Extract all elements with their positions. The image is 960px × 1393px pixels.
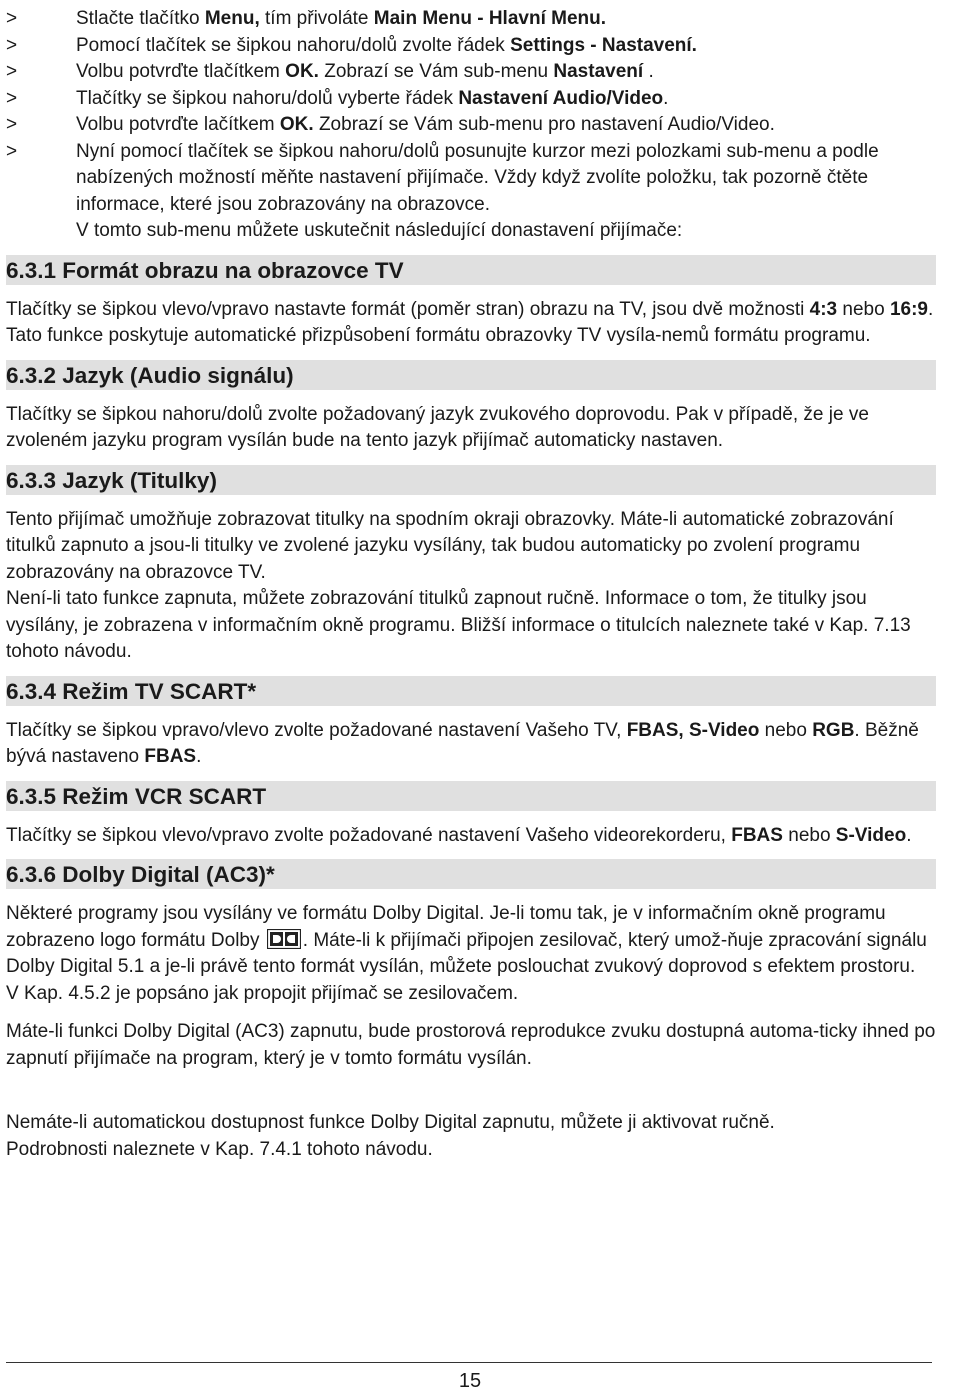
section-number: 6.3.4 — [6, 678, 57, 704]
section-number: 6.3.1 — [6, 257, 57, 283]
text-run: Zobrazí se Vám sub-menu pro nastavení Audio/Video. — [313, 114, 775, 135]
instruction-item — [6, 112, 936, 139]
bold-text: FBAS — [144, 746, 197, 767]
text-run: . Máte-li k přijímači připojen zesilovač, který umož-ňuje zpracování signálu Dolby Digital 5.1 a je-li právě tento formát vysílán, můžete poslouchat zvukový doprovod s efektem prostoru. — [6, 929, 927, 977]
text-run: Zobrazí se Vám sub-menu — [318, 61, 554, 82]
bold-text: RGB — [812, 719, 855, 741]
text-run: tím přivoláte — [259, 8, 374, 29]
text-run: Některé programy jsou vysílány ve formátu Dolby Digital. Je-li tomu tak, je v informačním okně programu zobrazeno logo formátu Dolby — [6, 903, 886, 951]
section-number: 6.3.5 — [6, 783, 57, 809]
bold-text: Menu, — [204, 8, 260, 29]
bold-text: Settings - Nastavení. — [510, 34, 697, 56]
text-run: Pomocí tlačítek se šipkou nahoru/dolů zvolte řádek — [76, 34, 511, 56]
section-heading — [6, 360, 936, 390]
text-run: . Běžně bývá nastaveno — [6, 719, 919, 767]
text-run: V tomto sub-menu můžete uskutečnit následující donastavení přijímače: — [76, 220, 683, 241]
text-run: . Tato funkce poskytuje automatické přizpůsobení formátu obrazovky TV vysíla-nemů formátu programu. — [6, 298, 934, 346]
section-number: 6.3.3 — [6, 467, 57, 493]
bold-text: OK. — [279, 114, 314, 135]
text-run: Tlačítky se šipkou vlevo/vpravo nastavte formát (poměr stran) obrazu na TV, jsou dvě možnosti — [6, 298, 810, 320]
text-run: . — [663, 87, 669, 109]
text-run: Nemáte-li automatickou dostupnost funkce Dolby Digital zapnutu, můžete ji aktivovat ručně. — [6, 1112, 775, 1133]
text-run: nebo — [782, 824, 836, 846]
bullet-marker: > — [6, 114, 18, 135]
bullet-marker: > — [6, 140, 18, 162]
section-paragraph — [6, 507, 936, 666]
instruction-item — [6, 86, 936, 113]
section-heading — [6, 255, 936, 285]
bullet-marker: > — [6, 61, 18, 82]
text-run: Tlačítky se šipkou nahoru/dolů zvolte požadovaný jazyk zvukového doprovodu. Pak v případě, že je ve zvoleném jazyku program vysílán bude na tento jazyk přijímač automaticky nastaven. — [6, 403, 869, 451]
section-title: Dolby Digital (AC3)* — [56, 862, 275, 887]
instruction-item — [6, 6, 936, 33]
text-run: Tlačítky se šipkou vlevo/vpravo zvolte požadované nastavení Vašeho videorekorderu, — [6, 824, 732, 846]
section-heading — [6, 781, 936, 811]
text-run: Tento přijímač umožňuje zobrazovat titulky na spodním okraji obrazovky. Máte-li automatické zobrazování titulků zapnuto a jsou-li titulky ve zvolené jazyku vysílány, tak budou automaticky po zvolení programu zobrazovány na obrazovce TV. — [6, 508, 894, 583]
section-title: Formát obrazu na obrazovce TV — [56, 257, 404, 283]
text-run: V Kap. 4.5.2 je popsáno jak propojit přijímač se zesilovačem. — [6, 982, 519, 1004]
manual-page — [6, 6, 936, 1163]
instruction-item — [6, 139, 936, 245]
section-paragraph — [6, 823, 936, 850]
page-number: 15 — [458, 1370, 482, 1392]
section-heading — [6, 859, 936, 889]
text-run: nebo — [759, 719, 813, 741]
section-title: Jazyk (Titulky) — [56, 467, 217, 493]
section-paragraph — [6, 718, 936, 771]
text-run: Tlačítky se šipkou vpravo/vlevo zvolte požadované nastavení Vašeho TV, — [6, 719, 627, 741]
section-heading — [6, 676, 936, 706]
instruction-item — [6, 59, 936, 86]
section-paragraph — [6, 1110, 936, 1163]
footer-divider — [6, 1362, 932, 1363]
text-run: Není-li tato funkce zapnuta, můžete zobrazování titulků zapnout ručně. Informace o tom, že titulky jsou vysílány, je zobrazena v informačním okně programu. Bližší informace o titulcích naleznete také v Kap. 7.13 tohoto návodu. — [6, 588, 911, 662]
text-run: Nyní pomocí tlačítek se šipkou nahoru/dolů posunujte kurzor mezi polozkami sub-menu a podle nabízených možností měňte nastavení přijímače. Vždy když zvolíte položku, tak pozorně čtěte informace, které jsou zobrazovány na obrazovce. — [76, 140, 879, 215]
section-paragraph — [6, 402, 936, 455]
bold-text: 4:3 — [809, 298, 838, 320]
section-title: Režim VCR SCART — [56, 783, 267, 809]
text-run: Tlačítky se šipkou nahoru/dolů vyberte řádek — [76, 87, 459, 109]
text-run: Máte-li funkci Dolby Digital (AC3) zapnutu, bude prostorová reprodukce zvuku dostupná automa-ticky ihned po zapnutí přijímače na program, který je v tomto formátu vysílán. — [6, 1021, 936, 1069]
section-paragraph — [6, 1019, 936, 1072]
bullet-marker: > — [6, 8, 18, 29]
bullet-marker: > — [6, 87, 18, 109]
section-paragraph — [6, 297, 936, 350]
bold-text: 16:9 — [889, 298, 928, 320]
text-run: . — [196, 746, 202, 767]
bold-text: FBAS, S-Video — [626, 719, 760, 741]
section-number: 6.3.2 — [6, 362, 57, 388]
bold-text: FBAS — [731, 824, 783, 846]
bold-text: Nastavení — [553, 61, 644, 82]
bold-text: Main Menu - Hlavní Menu. — [373, 8, 607, 29]
instruction-item — [6, 33, 936, 60]
text-run: nebo — [837, 298, 890, 320]
bullet-marker: > — [6, 34, 18, 56]
instruction-list — [6, 6, 936, 245]
text-run: Podrobnosti naleznete v Kap. 7.4.1 tohoto návodu. — [6, 1138, 433, 1160]
section-heading — [6, 465, 936, 495]
section-number: 6.3.6 — [6, 862, 57, 887]
section-title: Režim TV SCART* — [56, 678, 257, 704]
sections-container — [6, 255, 936, 1164]
paragraph-spacer — [6, 1072, 936, 1110]
dolby-logo-icon — [267, 929, 301, 949]
text-run: Stlačte tlačítko — [76, 8, 205, 29]
paragraph-spacer — [6, 1007, 936, 1019]
bold-text: S-Video — [835, 824, 907, 846]
text-run: . — [643, 61, 654, 82]
section-paragraph — [6, 901, 936, 1007]
text-run: Volbu potvrďte tlačítkem — [76, 61, 286, 82]
bold-text: Nastavení Audio/Video — [458, 87, 664, 109]
section-title: Jazyk (Audio signálu) — [56, 362, 294, 388]
bold-text: OK. — [285, 61, 319, 82]
text-run: . — [906, 824, 912, 846]
text-run: Volbu potvrďte lačítkem — [76, 114, 280, 135]
